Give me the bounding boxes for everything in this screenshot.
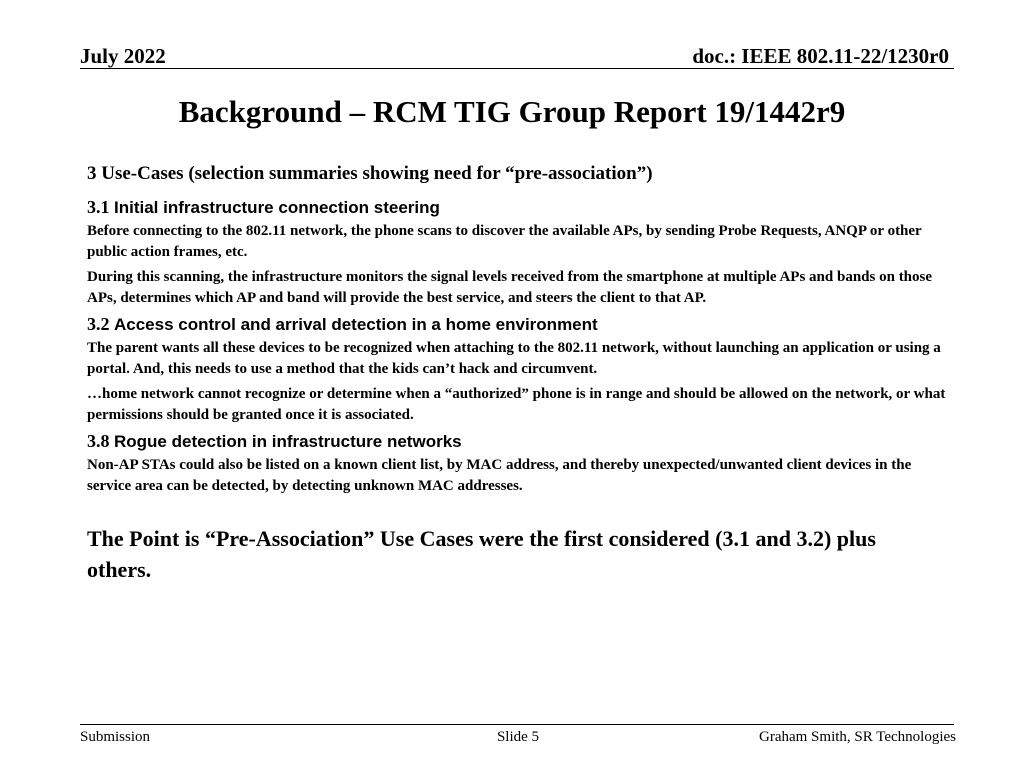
section-3-8 <box>87 430 947 497</box>
header-divider <box>80 68 954 69</box>
section-number: 3.8 <box>87 431 114 451</box>
section-3-1 <box>87 196 947 309</box>
footer-slide-number: Slide 5 <box>496 729 540 745</box>
section-heading <box>87 196 947 219</box>
header-date: July 2022 <box>80 44 166 68</box>
section-heading <box>87 430 947 453</box>
use-cases-heading: 3 Use-Cases (selection summaries showing need for “pre-association”) <box>87 163 653 184</box>
footer-divider <box>80 724 954 725</box>
paragraph: The parent wants all these devices to be recognized when attaching to the 802.11 network, without launching an application or using a portal. And, this needs to use a method that the kids can’t hack and circumvent. <box>87 340 941 377</box>
section-title: Initial infrastructure connection steering <box>114 198 440 217</box>
section-title: Access control and arrival detection in a home environment <box>114 315 598 334</box>
key-point: The Point is “Pre-Association” Use Cases were the first considered (3.1 and 3.2) plus others. <box>87 526 876 582</box>
section-heading <box>87 313 947 336</box>
section-title: Rogue detection in infrastructure networks <box>114 432 462 451</box>
paragraph: Non-AP STAs could also be listed on a known client list, by MAC address, and thereby unexpected/unwanted client devices in the service area can be detected, by detecting unknown MAC addresses. <box>87 457 912 494</box>
header-doc-id: doc.: IEEE 802.11-22/1230r0 <box>692 44 949 68</box>
section-number: 3.2 <box>87 314 114 334</box>
footer-author: Graham Smith, SR Technologies <box>759 729 956 745</box>
paragraph: During this scanning, the infrastructure monitors the signal levels received from the smartphone at multiple APs and bands on those APs, determines which AP and band will provide the best service, and steers the client to that AP. <box>87 269 933 306</box>
section-3-2 <box>87 313 947 426</box>
paragraph: Before connecting to the 802.11 network, the phone scans to discover the available APs, by sending Probe Requests, ANQP or other public action frames, etc. <box>87 223 922 260</box>
section-number: 3.1 <box>87 197 114 217</box>
footer-submission: Submission <box>80 729 151 745</box>
slide-title: Background – RCM TIG Group Report 19/1442r9 <box>178 94 846 129</box>
paragraph: …home network cannot recognize or determine when a “authorized” phone is in range and should be allowed on the network, or what permissions should be granted once it is associated. <box>87 386 946 423</box>
slide-body <box>87 162 947 585</box>
